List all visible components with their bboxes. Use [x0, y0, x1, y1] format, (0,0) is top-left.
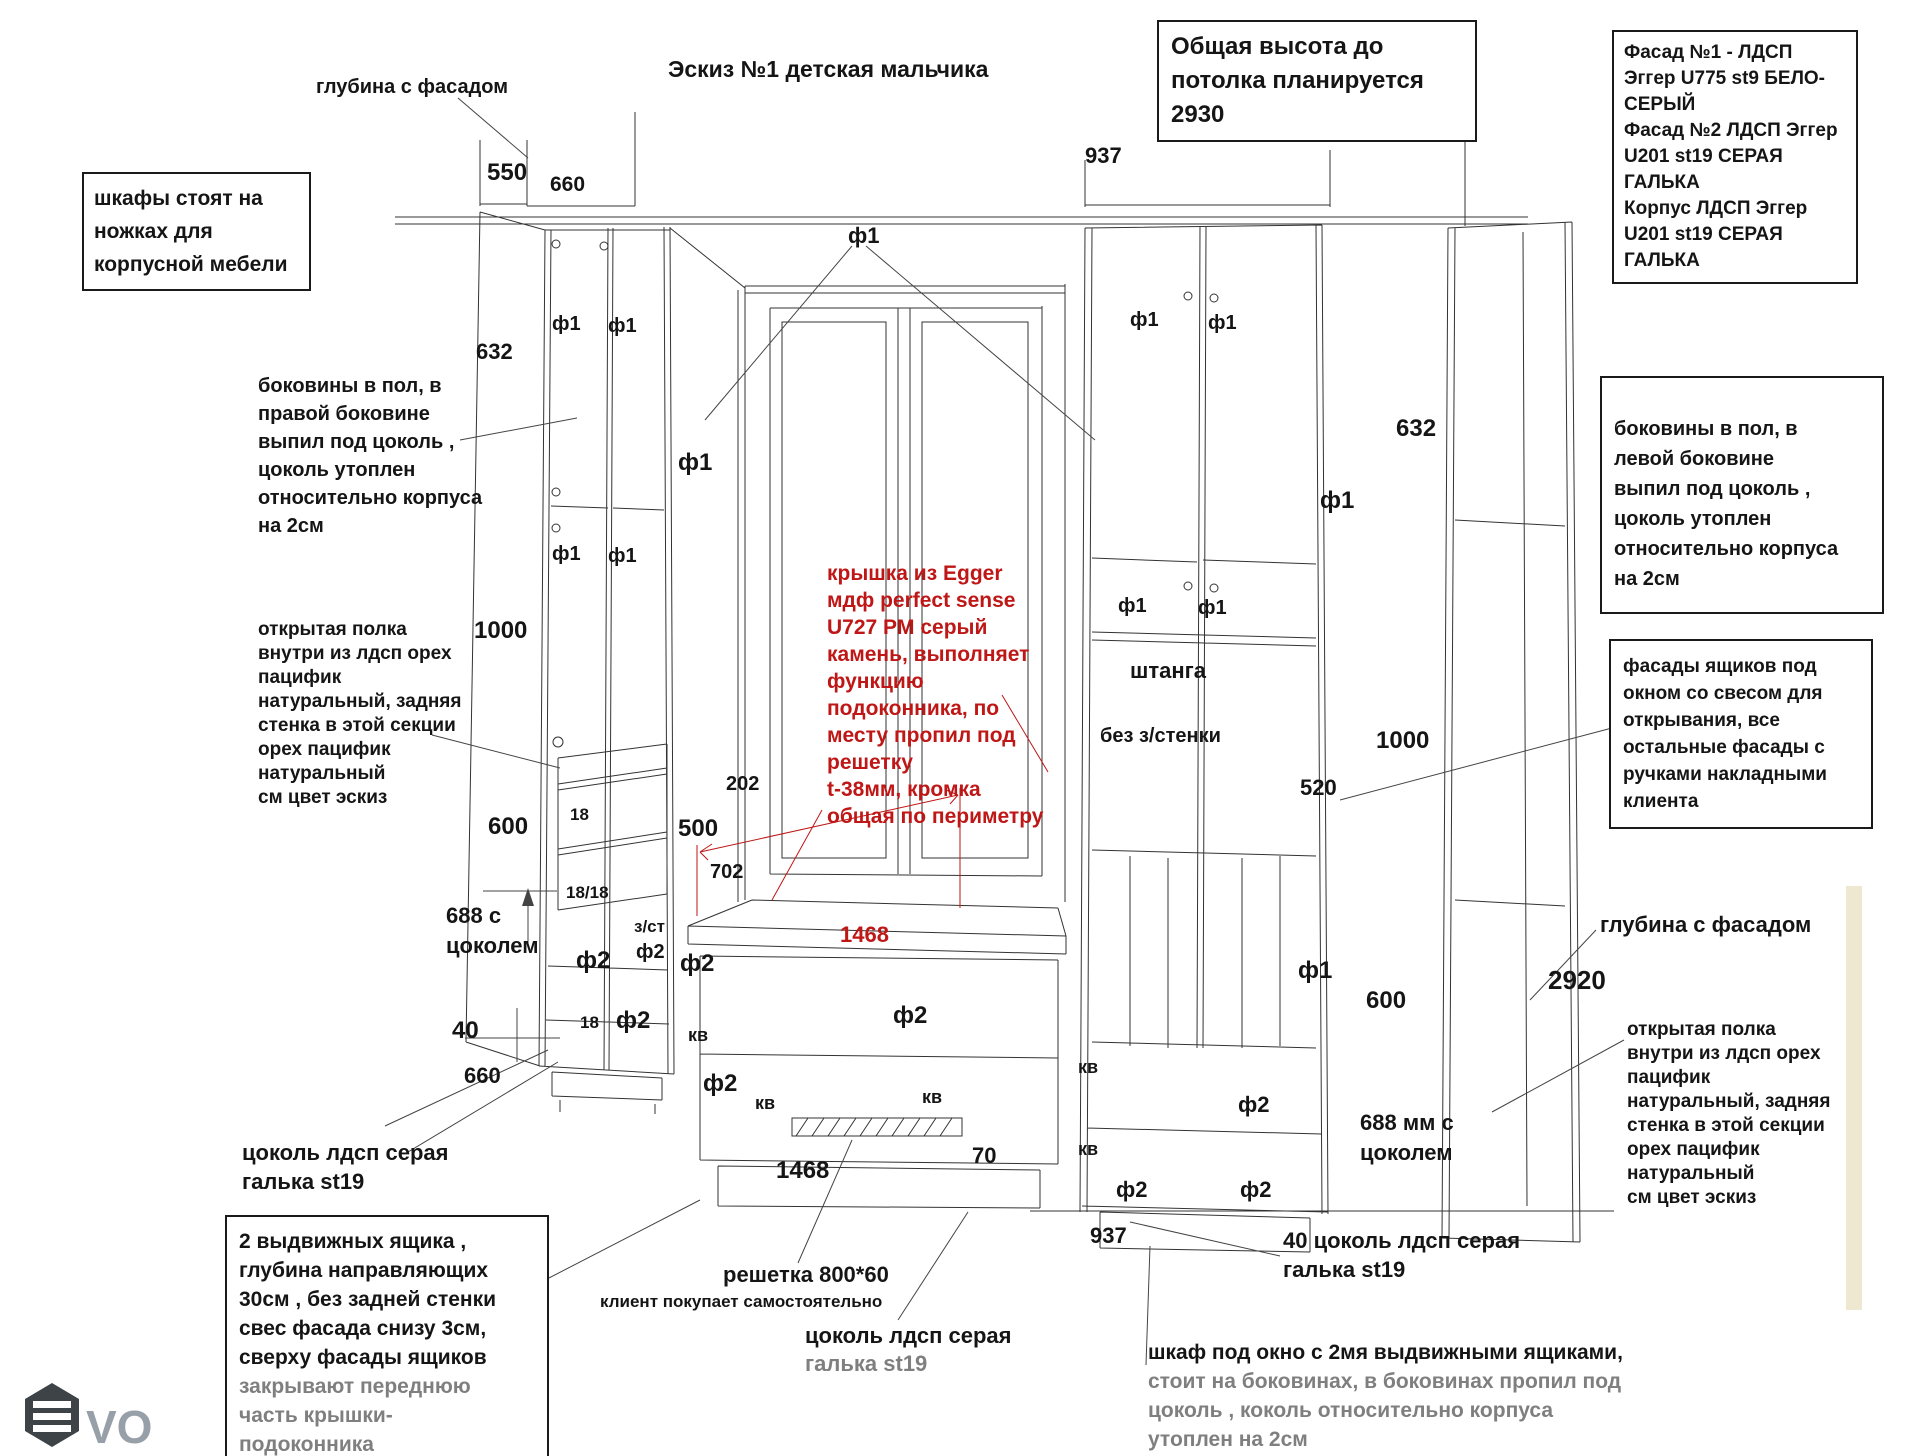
note-plinth-right: [1283, 1226, 1520, 1284]
note-two-drawers-line: 30см , без задней стенки: [239, 1288, 497, 1311]
dim-702: 702: [710, 861, 744, 883]
note-plinth-center-line: цоколь лдсп серая: [805, 1323, 1012, 1348]
label-depth-facade-left-line: глубина с фасадом: [316, 76, 509, 98]
note-two-drawers-line: 2 выдвижных ящика ,: [239, 1230, 467, 1253]
dim-1000-right: 1000: [1376, 727, 1430, 754]
dim-40-left: 40: [452, 1017, 479, 1044]
label-shtanga-line: штанга: [1130, 658, 1207, 683]
note-plinth-left-line: галька st19: [242, 1169, 365, 1194]
note-drawer-facades-line: ручками накладными: [1623, 764, 1827, 785]
note-ceiling-height-line: Общая высота до: [1171, 33, 1384, 60]
label-grille-line: решетка 800*60: [723, 1262, 889, 1287]
label-shtanga: [1130, 658, 1206, 684]
dim-550: 550: [487, 159, 528, 186]
dim-660-top: 660: [550, 173, 586, 196]
note-drawer-facades-line: клиента: [1623, 791, 1699, 812]
dim-18-drawer: 18: [580, 1013, 599, 1032]
note-cabinet-legs: [82, 172, 311, 291]
label-f2-window: ф2: [893, 1002, 928, 1029]
note-two-drawers-line: часть крышки-: [239, 1404, 393, 1427]
label-f1-r6: ф1: [1298, 957, 1333, 984]
dim-600-left: 600: [488, 813, 529, 840]
note-sides-right-cut-line: относительно корпуса: [258, 487, 483, 509]
note-sides-left-cut-line: выпил под цоколь ,: [1614, 478, 1811, 500]
note-materials-line: ГАЛЬКА: [1624, 172, 1700, 193]
label-f2-a: ф2: [576, 947, 611, 974]
label-f1-side: ф1: [678, 449, 713, 476]
note-materials-line: Корпус ЛДСП Эггер: [1624, 198, 1808, 219]
note-two-drawers-line: свес фасада снизу 3см,: [239, 1317, 487, 1340]
dim-632-right: 632: [1396, 415, 1437, 442]
note-sides-left-cut-line: левой боковине: [1614, 448, 1774, 470]
left-wardrobe: [466, 112, 674, 1114]
label-f2-r2: ф2: [1116, 1177, 1148, 1202]
label-depth-facade-right: [1600, 912, 1811, 938]
note-open-shelf-left-line: открытая полка: [258, 619, 407, 640]
dim-1468-sill: 1468: [840, 922, 889, 947]
logo-text: VO: [86, 1401, 153, 1453]
dim-688-right: [1360, 1108, 1454, 1168]
note-drawer-facades-line: остальные фасады с: [1623, 737, 1825, 758]
note-open-shelf-left-line: внутри из лдсп орех: [258, 643, 452, 664]
note-materials-line: Фасад №1 - ЛДСП: [1624, 42, 1793, 63]
note-plinth-right-line: галька st19: [1283, 1257, 1406, 1282]
note-sill-egger-line: t-38мм, кромка: [827, 778, 981, 801]
note-open-shelf-right-line: открытая полка: [1627, 1019, 1776, 1040]
label-f1-l3: ф1: [552, 543, 581, 565]
dim-520: 520: [1300, 775, 1337, 800]
note-sill-egger-line: функцию: [827, 670, 924, 693]
note-open-shelf-right-line: внутри из лдсп орех: [1627, 1043, 1821, 1064]
note-sides-right-cut-line: боковины в пол, в: [258, 375, 442, 397]
label-f2-r1: ф2: [1238, 1092, 1270, 1117]
label-f1-top: ф1: [848, 223, 880, 248]
dim-1468-bottom: 1468: [776, 1157, 830, 1184]
dim-660-bottom: 660: [464, 1063, 501, 1088]
note-open-shelf-left-line: см цвет эскиз: [258, 787, 388, 808]
note-materials-line: ГАЛЬКА: [1624, 250, 1700, 271]
label-kv-r1: кв: [1078, 1057, 1099, 1077]
note-window-cabinet-line: стоит на боковинах, в боковинах пропил под: [1148, 1370, 1622, 1393]
label-no-backwall: [1100, 724, 1221, 748]
dim-688-left-line: 688 с: [446, 903, 502, 928]
note-two-drawers-line: сверху фасады ящиков: [239, 1346, 487, 1369]
note-open-shelf-left-line: натуральный, задняя: [258, 691, 462, 712]
note-drawer-facades-line: окном со свесом для: [1623, 683, 1823, 704]
grille: [792, 1118, 962, 1136]
note-sides-right-cut-line: выпил под цоколь ,: [258, 431, 455, 453]
note-sides-right-cut-line: цоколь утоплен: [258, 459, 416, 481]
note-materials: [1612, 30, 1858, 284]
dim-688-right-line: 688 мм с: [1360, 1110, 1454, 1135]
label-f2-c: ф2: [616, 1007, 651, 1034]
note-materials-line: U201 st19 СЕРАЯ: [1624, 224, 1783, 245]
note-materials-line: Фасад №2 ЛДСП Эггер: [1624, 120, 1838, 141]
note-sill-egger-line: крышка из Egger: [827, 562, 1003, 585]
dim-632-left: 632: [476, 339, 513, 364]
note-plinth-center-line: галька st19: [805, 1351, 928, 1376]
dim-1000-left: 1000: [474, 617, 528, 644]
note-sides-left-cut-line: на 2см: [1614, 568, 1680, 590]
label-f1-r5: ф1: [1320, 487, 1355, 514]
note-open-shelf-left-line: натуральный: [258, 763, 386, 784]
evo-logo: [25, 1383, 152, 1453]
label-f1-r3: ф1: [1118, 595, 1147, 617]
note-sill-egger-line: U727 PM серый: [827, 616, 988, 639]
note-sides-left-cut: [1600, 376, 1884, 614]
note-window-cabinet: [1148, 1338, 1623, 1454]
note-sill-egger-line: месту пропил под: [827, 724, 1016, 747]
label-zst: з/ст: [634, 917, 665, 936]
label-f2-r3: ф2: [1240, 1177, 1272, 1202]
label-f1-l1: ф1: [552, 313, 581, 335]
dim-18-shelf: 18: [570, 805, 589, 824]
label-f1-l2: ф1: [608, 315, 637, 337]
note-two-drawers-line: подоконника: [239, 1433, 374, 1456]
right-wardrobe: [1080, 150, 1333, 1252]
note-ceiling-height-line: 2930: [1171, 101, 1225, 128]
label-depth-facade-left: [316, 74, 508, 100]
label-grille-sub: [600, 1292, 882, 1312]
note-plinth-center: [805, 1322, 1011, 1378]
label-f1-r4: ф1: [1198, 597, 1227, 619]
note-open-shelf-left: [258, 618, 461, 810]
dim-688-left: [446, 901, 538, 961]
label-depth-facade-right-line: глубина с фасадом: [1600, 912, 1812, 937]
note-ceiling-height-line: потолка планируется: [1171, 67, 1424, 94]
note-sill-egger-line: мдф perfect sense: [827, 589, 1016, 612]
note-open-shelf-right-line: пацифик: [1627, 1067, 1711, 1088]
label-f2-zst: ф2: [636, 941, 665, 963]
note-drawer-facades: [1609, 639, 1873, 829]
note-drawer-facades-line: открывания, все: [1623, 710, 1780, 731]
sketch-title-line: Эскиз №1 детская мальчика: [668, 56, 989, 82]
return-panel: [670, 228, 745, 902]
label-f1-r1: ф1: [1130, 309, 1159, 331]
window-cabinet: [700, 956, 1058, 1208]
dim-937-top: 937: [1085, 143, 1122, 168]
label-grille-sub-line: клиент покупает самостоятельно: [600, 1292, 883, 1311]
note-window-cabinet-line: цоколь , коколь относительно корпуса: [1148, 1399, 1554, 1422]
note-window-cabinet-line: утоплен на 2см: [1148, 1428, 1308, 1451]
note-two-drawers-line: глубина направляющих: [239, 1259, 489, 1282]
note-sides-right-cut-line: на 2см: [258, 515, 324, 537]
label-kv-window: кв: [922, 1087, 943, 1107]
note-sides-left-cut-line: цоколь утоплен: [1614, 508, 1772, 530]
note-open-shelf-right-line: стенка в этой секции: [1627, 1115, 1825, 1136]
note-sill-egger-line: подоконника, по: [827, 697, 1000, 720]
sketch-title: [668, 55, 988, 83]
dim-18-18: 18/18: [566, 883, 609, 902]
dim-500: 500: [678, 815, 719, 842]
note-sides-right-cut-line: правой боковине: [258, 403, 430, 425]
label-no-backwall-line: без з/стенки: [1100, 725, 1221, 747]
note-materials-line: СЕРЫЙ: [1624, 94, 1696, 115]
page-edge-strip: [1846, 886, 1862, 1310]
note-cabinet-legs-line: ножках для: [94, 220, 213, 243]
note-open-shelf-left-line: пацифик: [258, 667, 342, 688]
note-open-shelf-right-line: орех пацифик: [1627, 1139, 1760, 1160]
label-f1-l4: ф1: [608, 545, 637, 567]
note-sides-right-cut: [258, 372, 482, 540]
note-drawer-facades-line: фасады ящиков под: [1623, 656, 1817, 677]
label-f2-d: ф2: [703, 1070, 738, 1097]
note-sides-left-cut-line: боковины в пол, в: [1614, 418, 1798, 440]
note-ceiling-height: [1157, 20, 1477, 142]
ceiling-line: [395, 217, 1528, 224]
dim-937-bottom: 937: [1090, 1223, 1127, 1248]
note-materials-line: U201 st19 СЕРАЯ: [1624, 146, 1783, 167]
dim-70: 70: [972, 1143, 997, 1168]
note-two-drawers-line: закрывают переднюю: [239, 1375, 471, 1398]
note-two-drawers: [225, 1215, 549, 1456]
note-plinth-right-line: 40 цоколь лдсп серая: [1283, 1228, 1521, 1253]
dim-600-right: 600: [1366, 987, 1407, 1014]
note-open-shelf-right-line: натуральный, задняя: [1627, 1091, 1831, 1112]
dim-688-right-line: цоколем: [1360, 1140, 1453, 1165]
label-f2-b: ф2: [680, 950, 715, 977]
note-open-shelf-left-line: стенка в этой секции: [258, 715, 456, 736]
label-kv-r2: кв: [1078, 1139, 1099, 1159]
note-open-shelf-left-line: орех пацифик: [258, 739, 391, 760]
note-sides-left-cut-line: относительно корпуса: [1614, 538, 1839, 560]
note-open-shelf-right-line: см цвет эскиз: [1627, 1187, 1757, 1208]
note-window-cabinet-line: шкаф под окно с 2мя выдвижными ящиками,: [1148, 1341, 1623, 1364]
dim-2920-line: 2920: [1548, 965, 1606, 995]
label-kv-b: кв: [755, 1093, 776, 1113]
note-plinth-left: [242, 1138, 448, 1196]
label-kv-a: кв: [688, 1025, 709, 1045]
label-grille: [723, 1262, 889, 1288]
note-open-shelf-right: [1627, 1018, 1830, 1210]
note-plinth-left-line: цоколь лдсп серая: [242, 1140, 449, 1165]
note-sill-egger-line: камень, выполняет: [827, 643, 1030, 666]
note-materials-line: Эггер U775 st9 БЕЛО-: [1624, 68, 1826, 89]
label-f1-r2: ф1: [1208, 312, 1237, 334]
note-open-shelf-right-line: натуральный: [1627, 1163, 1755, 1184]
dim-2920: [1548, 966, 1606, 994]
note-sill-egger-line: решетку: [827, 751, 913, 774]
note-sill-egger-line: общая по периметру: [827, 805, 1044, 828]
dim-688-left-line: цоколем: [446, 933, 539, 958]
note-cabinet-legs-line: корпусной мебели: [94, 253, 288, 276]
note-cabinet-legs-line: шкафы стоят на: [94, 187, 263, 210]
dim-202: 202: [726, 773, 760, 795]
note-sill-egger: [827, 560, 1043, 830]
